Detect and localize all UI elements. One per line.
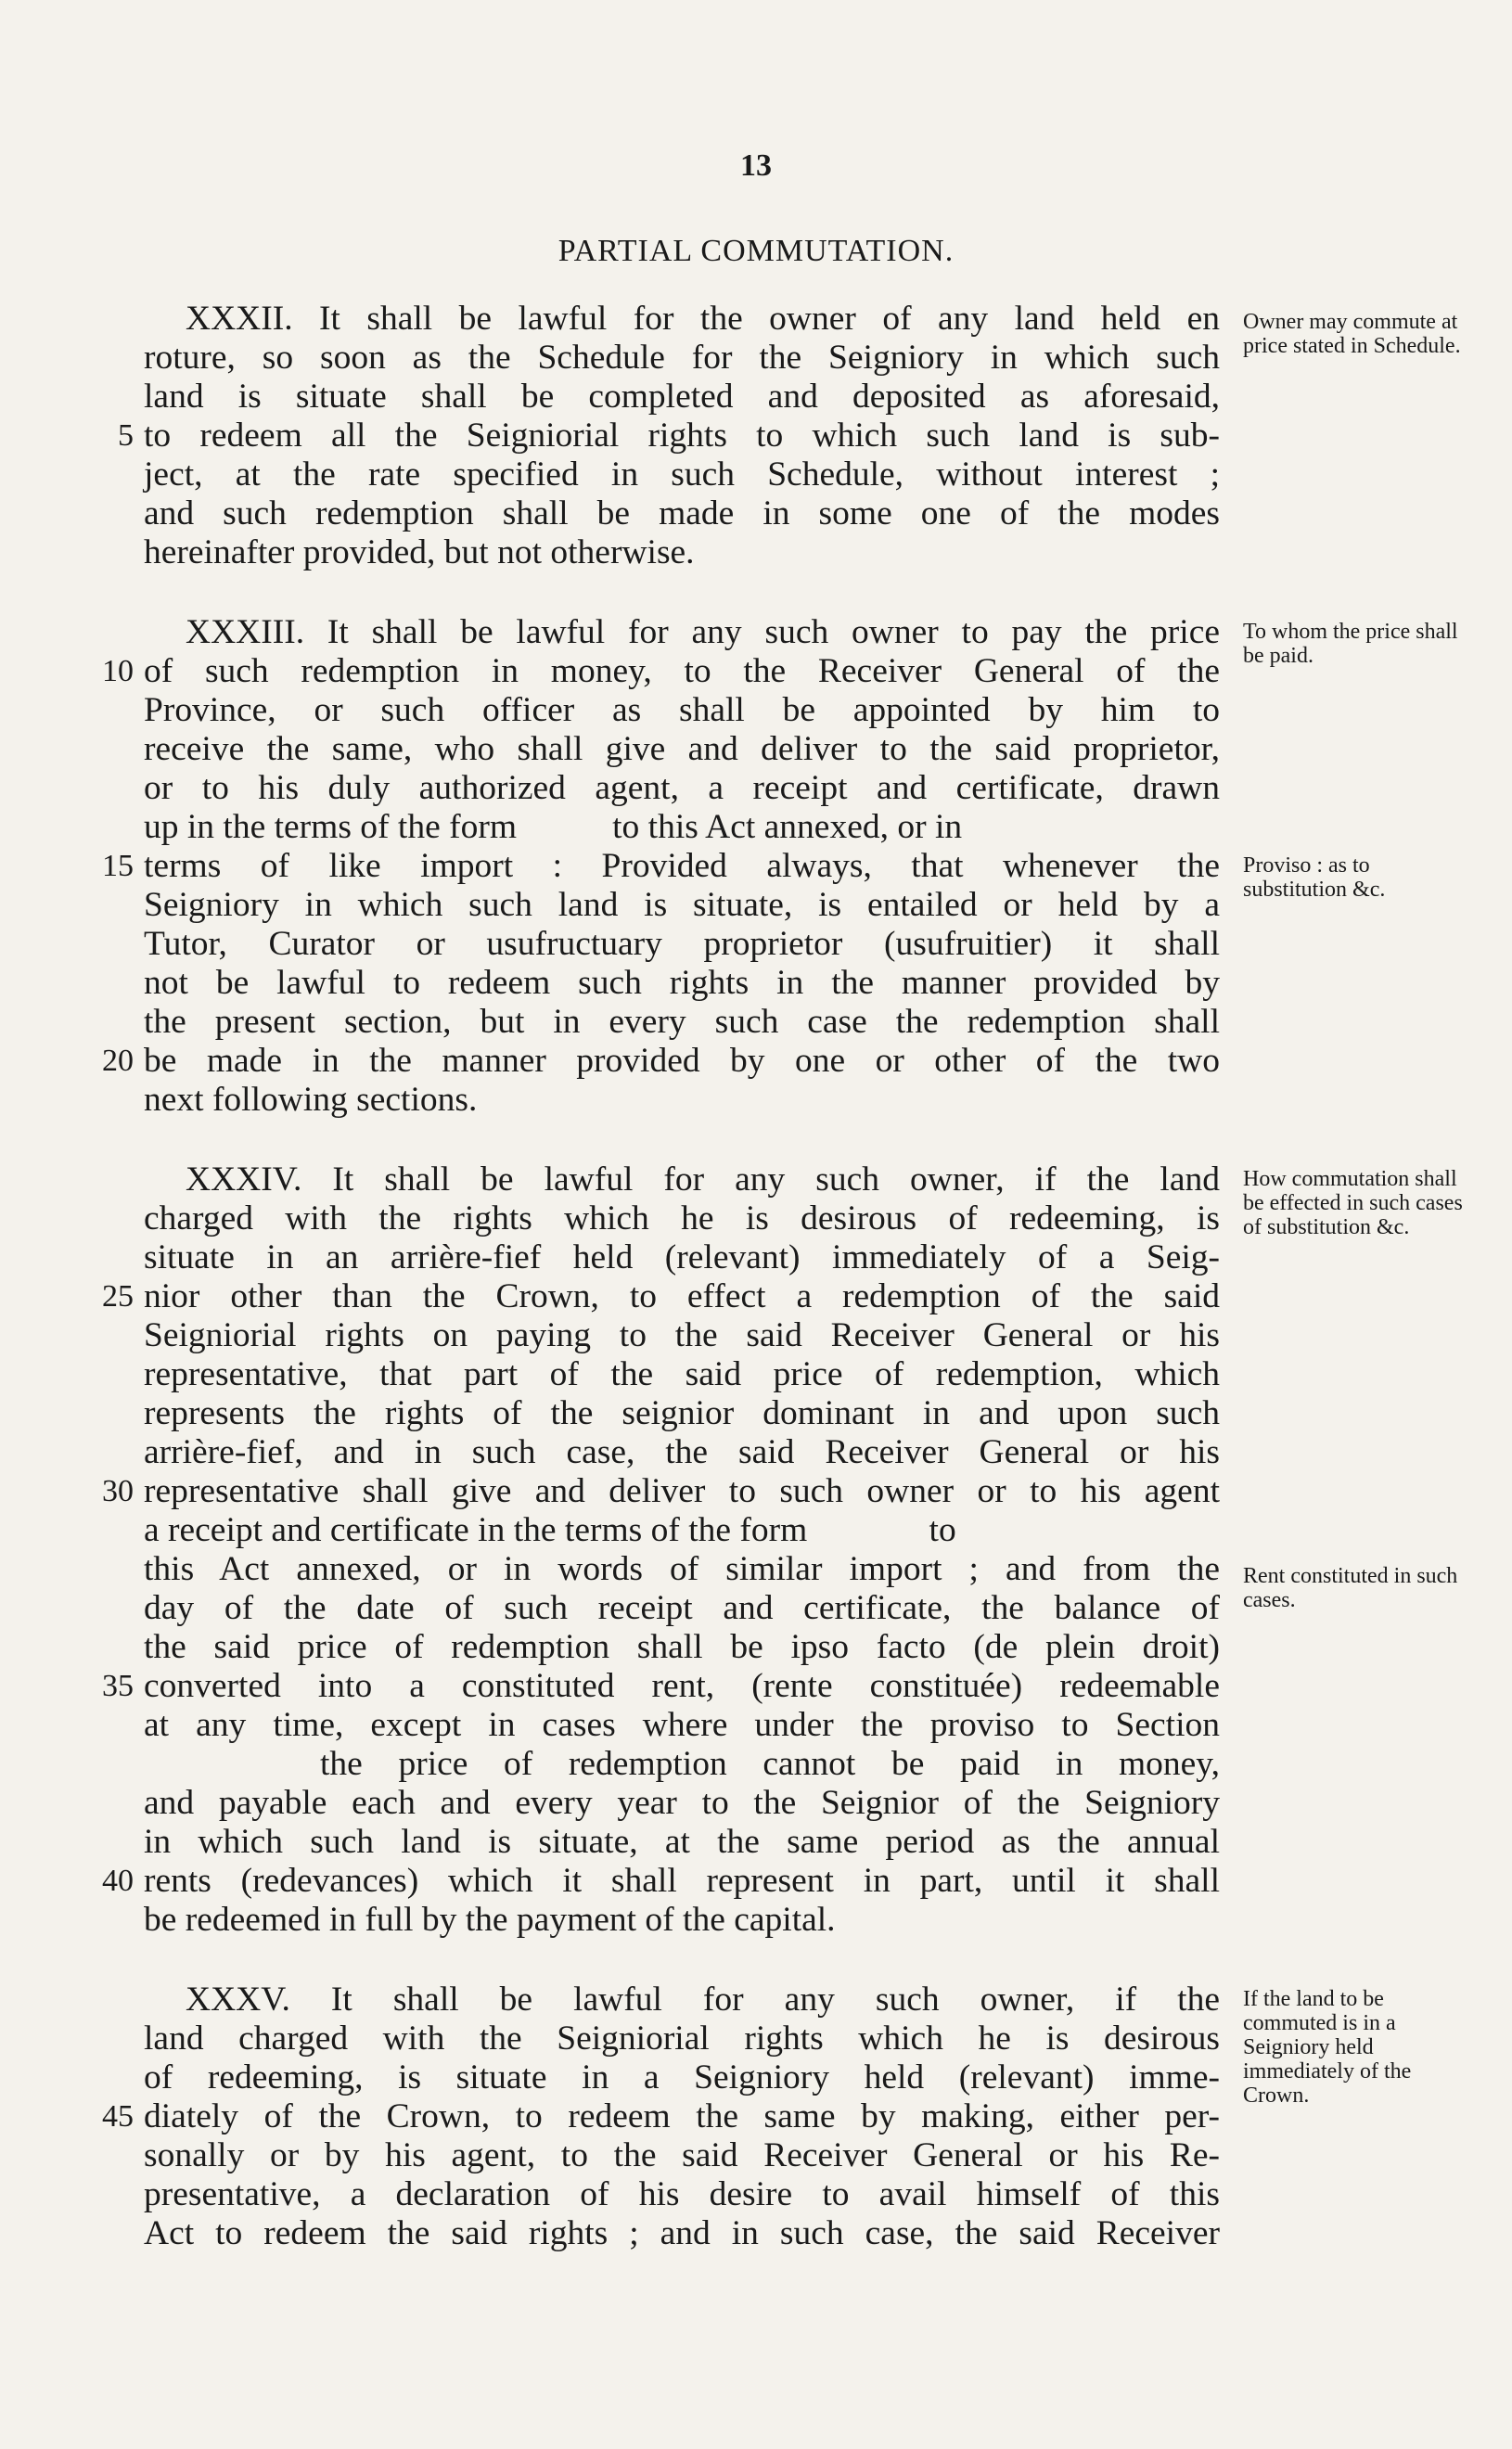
text-line: day of the date of such receipt and certificate, the balance of (144, 1589, 1220, 1627)
text-line: Act to redeem the said rights ; and in such case, the said Receiver (144, 2214, 1220, 2252)
text-line: representative, that part of the said price of redemption, which (144, 1355, 1220, 1393)
text-line: land charged with the Seigniorial rights which he is desirous (144, 2019, 1220, 2058)
text-line: and payable each and every year to the Seignior of the Seigniory (144, 1784, 1220, 1822)
text-line: rents (redevances) which it shall represent in part, until it shall (144, 1862, 1220, 1900)
text-line: be redeemed in full by the payment of the capital. (144, 1901, 836, 1939)
text-line: charged with the rights which he is desirous of redeeming, is (144, 1199, 1220, 1237)
text-line: Seigniorial rights on paying to the said Receiver General or his (144, 1316, 1220, 1354)
text-line: Province, or such officer as shall be appointed by him to (144, 691, 1220, 729)
text-line: ject, at the rate specified in such Schedule, without interest ; (144, 455, 1220, 494)
text-line: Seigniory in which such land is situate, is entailed or held by a (144, 886, 1220, 924)
line-number: 15 (102, 849, 134, 883)
page-heading: PARTIAL COMMUTATION. (557, 234, 955, 268)
text-line: the present section, but in every such case the redemption shall (144, 1003, 1220, 1041)
text-line: at any time, except in cases where under the proviso to Section (144, 1706, 1220, 1744)
line-number: 5 (118, 418, 134, 453)
text-line: in which such land is situate, at the same period as the annual (144, 1823, 1220, 1861)
marginal-note: If the land to be commuted is in a Seigniory held immediately of the Crown. (1243, 1987, 1412, 2108)
line-number: 30 (102, 1474, 134, 1508)
text-line: not be lawful to redeem such rights in the manner provided by (144, 964, 1220, 1002)
text-line: the said price of redemption shall be ipso facto (de plein droit) (144, 1628, 1220, 1666)
text-line: a receipt and certificate in the terms of the form to (144, 1511, 956, 1549)
text-line: land is situate shall be completed and deposited as aforesaid, (144, 378, 1220, 416)
text-line: XXXIII. It shall be lawful for any such owner to pay the price (186, 613, 1220, 651)
line-number: 20 (102, 1044, 134, 1078)
text-line: and such redemption shall be made in some one of the modes (144, 494, 1220, 532)
text-line: Tutor, Curator or usufructuary proprietor (usufruitier) it shall (144, 925, 1220, 963)
text-line: receive the same, who shall give and deliver to the said proprietor, (144, 730, 1220, 768)
line-number: 10 (102, 654, 134, 688)
text-line: next following sections. (144, 1081, 478, 1119)
text-line: converted into a constituted rent, (rente constituée) redeemable (144, 1667, 1220, 1705)
text-line: sonally or by his agent, to the said Receiver General or his Re- (144, 2136, 1220, 2174)
text-line: nior other than the Crown, to effect a redemption of the said (144, 1277, 1220, 1315)
text-line: XXXV. It shall be lawful for any such owner, if the (186, 1981, 1220, 2019)
text-line: up in the terms of the form to this Act annexed, or in (144, 808, 963, 846)
marginal-note: Rent constituted in such cases. (1243, 1564, 1458, 1612)
marginal-note: Proviso : as to substitution &c. (1243, 853, 1386, 902)
text-line: or to his duly authorized agent, a receipt and certificate, drawn (144, 769, 1220, 807)
line-number: 25 (102, 1279, 134, 1314)
page-number: 13 (740, 148, 772, 183)
text-line: situate in an arrière-fief held (relevant) immediately of a Seig- (144, 1238, 1220, 1276)
text-line: representative shall give and deliver to such owner or to his agent (144, 1472, 1220, 1510)
text-line: terms of like import : Provided always, that whenever the (144, 847, 1220, 885)
text-line: represents the rights of the seignior dominant in and upon such (144, 1394, 1220, 1432)
marginal-note: Owner may commute at price stated in Schedule. (1243, 310, 1461, 358)
text-line: the price of redemption cannot be paid in money, (320, 1745, 1220, 1783)
text-line: diately of the Crown, to redeem the same by making, either per- (144, 2097, 1220, 2135)
text-line: of such redemption in money, to the Receiver General of the (144, 652, 1220, 690)
text-line: XXXIV. It shall be lawful for any such owner, if the land (186, 1160, 1220, 1199)
marginal-note: To whom the price shall be paid. (1243, 620, 1458, 668)
line-number: 35 (102, 1669, 134, 1703)
text-line: XXXII. It shall be lawful for the owner of any land held en (186, 300, 1220, 338)
line-number: 40 (102, 1864, 134, 1898)
text-line: this Act annexed, or in words of similar import ; and from the (144, 1550, 1220, 1588)
text-line: arrière-fief, and in such case, the said Receiver General or his (144, 1433, 1220, 1471)
text-line: hereinafter provided, but not otherwise. (144, 533, 695, 571)
text-line: to redeem all the Seigniorial rights to which such land is sub- (144, 417, 1220, 455)
line-number: 45 (102, 2099, 134, 2134)
text-line: roture, so soon as the Schedule for the Seigniory in which such (144, 339, 1220, 377)
marginal-note: How commutation shall be effected in such cases of substitution &c. (1243, 1167, 1463, 1239)
text-line: presentative, a declaration of his desire to avail himself of this (144, 2175, 1220, 2213)
text-line: be made in the manner provided by one or other of the two (144, 1042, 1220, 1080)
text-line: of redeeming, is situate in a Seigniory held (relevant) imme- (144, 2058, 1220, 2096)
